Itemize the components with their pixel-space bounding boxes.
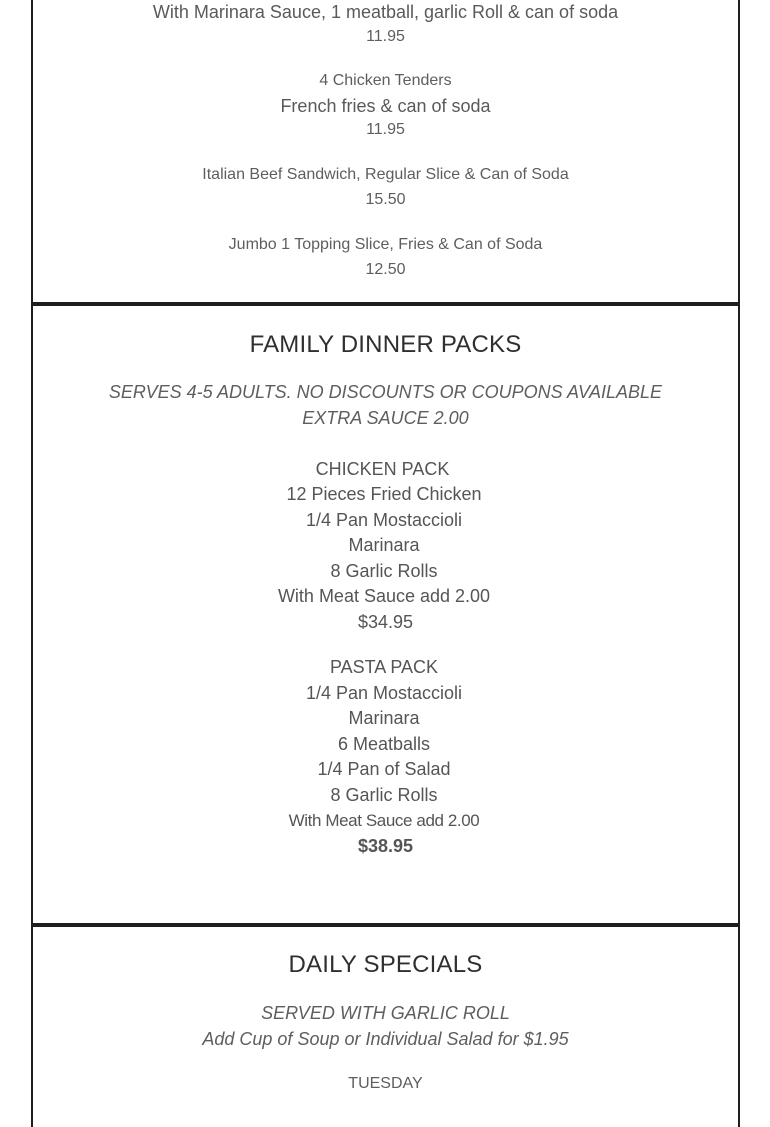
daily-specials-note-line2: Add Cup of Soup or Individual Salad for $1.95 xyxy=(202,1029,569,1049)
pasta-pack-item: 8 Garlic Rolls xyxy=(330,785,438,805)
beef-combo-description: Italian Beef Sandwich, Regular Slice & Can of Soda xyxy=(202,166,569,183)
chicken-pack-title: CHICKEN PACK xyxy=(315,459,450,479)
tenders-combo-description: French fries & can of soda xyxy=(280,96,491,116)
family-packs-note-line1: SERVES 4-5 ADULTS. NO DISCOUNTS OR COUPONS AVAILABLE xyxy=(108,382,663,402)
spaghetti-combo-description: With Marinara Sauce, 1 meatball, garlic Roll & can of soda xyxy=(152,2,619,22)
pasta-pack-item: Marinara xyxy=(348,708,420,728)
tenders-combo-title: 4 Chicken Tenders xyxy=(319,72,452,89)
tenders-combo-price: 11.95 xyxy=(366,121,405,138)
chicken-pack-item: With Meat Sauce add 2.00 xyxy=(277,586,491,606)
daily-specials-note-line1: SERVED WITH GARLIC ROLL xyxy=(261,1003,510,1023)
family-packs-note-line2: EXTRA SAUCE 2.00 xyxy=(302,408,469,428)
pasta-pack-item: With Meat Sauce add 2.00 xyxy=(288,811,480,830)
spaghetti-combo-price: 11.95 xyxy=(366,28,405,45)
chicken-pack-price: $34.95 xyxy=(357,612,414,632)
chicken-pack-item: 12 Pieces Fried Chicken xyxy=(286,484,482,504)
combo-specials-section xyxy=(31,0,740,305)
daily-specials-heading: DAILY SPECIALS xyxy=(288,951,483,978)
family-dinner-packs-section xyxy=(31,304,740,926)
pasta-pack-item: 1/4 Pan of Salad xyxy=(317,759,451,779)
chicken-pack-item: Marinara xyxy=(348,535,420,555)
chicken-pack-item: 1/4 Pan Mostaccioli xyxy=(305,510,463,530)
family-packs-heading: FAMILY DINNER PACKS xyxy=(249,331,522,358)
daily-special-day: TUESDAY xyxy=(348,1075,423,1092)
pasta-pack-price: $38.95 xyxy=(357,836,414,856)
daily-specials-section xyxy=(31,925,740,1127)
jumbo-combo-price: 12.50 xyxy=(365,261,406,278)
jumbo-combo-description: Jumbo 1 Topping Slice, Fries & Can of Soda xyxy=(228,236,543,253)
pasta-pack-title: PASTA PACK xyxy=(329,657,439,677)
beef-combo-price: 15.50 xyxy=(365,191,406,208)
chicken-pack-item: 8 Garlic Rolls xyxy=(330,561,438,581)
pasta-pack-item: 6 Meatballs xyxy=(337,734,431,754)
pasta-pack-item: 1/4 Pan Mostaccioli xyxy=(305,683,463,703)
